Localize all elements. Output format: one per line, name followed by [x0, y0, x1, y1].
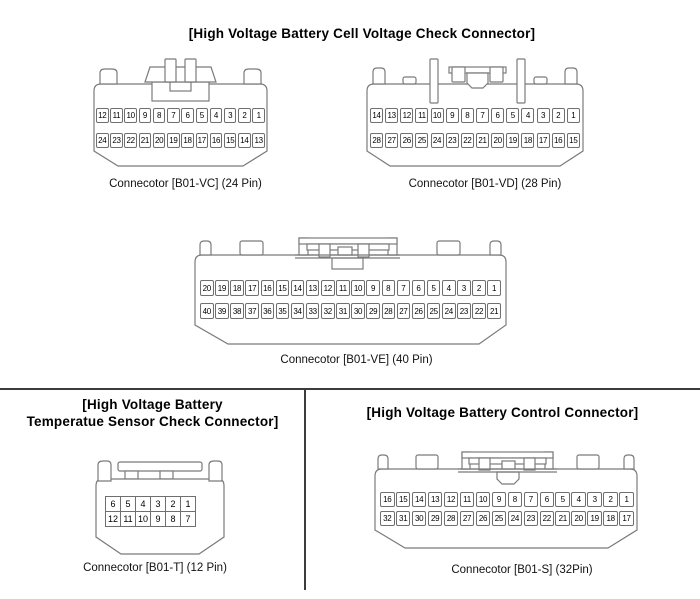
- pin-cell: 3: [150, 496, 166, 512]
- pin-cell: 4: [442, 280, 456, 296]
- pin-cell: 19: [215, 280, 229, 296]
- pin-row-bottom: [370, 133, 580, 148]
- pin-cell: 29: [428, 511, 443, 526]
- pin-cell: 23: [457, 303, 471, 319]
- pin-cell: 13: [428, 492, 443, 507]
- pin-cell: 38: [230, 303, 244, 319]
- connector-label-b01-ve: Connecotor [B01-VE] (40 Pin): [280, 354, 433, 366]
- pin-cell: 19: [167, 133, 180, 148]
- pin-cell: 28: [382, 303, 396, 319]
- pin-cell: 18: [230, 280, 244, 296]
- pin-cell: 7: [180, 511, 196, 527]
- pin-cell: 11: [110, 108, 123, 123]
- pin-cell: 6: [412, 280, 426, 296]
- connector-diagram-b01-vd: [363, 56, 587, 169]
- pin-cell: 1: [252, 108, 265, 123]
- pin-cell: 1: [567, 108, 580, 123]
- pin-cell: 16: [210, 133, 223, 148]
- pin-cell: 2: [603, 492, 618, 507]
- pin-row-top: [370, 108, 580, 123]
- pin-cell: 24: [508, 511, 523, 526]
- pin-row-bottom: [96, 133, 265, 148]
- pin-cell: 30: [412, 511, 427, 526]
- connector-label-b01-s: Connecotor [B01-S] (32Pin): [451, 564, 593, 576]
- pin-cell: 7: [476, 108, 489, 123]
- pin-cell: 2: [552, 108, 565, 123]
- pin-cell: 9: [446, 108, 459, 123]
- pin-cell: 9: [150, 511, 166, 527]
- pin-cell: 8: [153, 108, 166, 123]
- pin-cell: 10: [351, 280, 365, 296]
- pin-cell: 21: [555, 511, 570, 526]
- pin-cell: 20: [200, 280, 214, 296]
- pin-cell: 4: [521, 108, 534, 123]
- pin-cell: 37: [245, 303, 259, 319]
- pin-cell: 16: [380, 492, 395, 507]
- pin-cell: 31: [396, 511, 411, 526]
- pin-cell: 17: [537, 133, 550, 148]
- pin-cell: 22: [472, 303, 486, 319]
- section-divider-horizontal: [0, 388, 700, 390]
- pin-cell: 17: [245, 280, 259, 296]
- pin-cell: 21: [476, 133, 489, 148]
- connector-diagram-b01-s: [372, 451, 640, 560]
- pin-cell: 3: [224, 108, 237, 123]
- pin-cell: 19: [587, 511, 602, 526]
- pin-cell: 8: [165, 511, 181, 527]
- pin-cell: 20: [571, 511, 586, 526]
- pin-cell: 6: [105, 496, 121, 512]
- pin-cell: 1: [487, 280, 501, 296]
- pin-cell: 4: [210, 108, 223, 123]
- pin-cell: 27: [460, 511, 475, 526]
- pin-cell: 2: [238, 108, 251, 123]
- pin-cell: 14: [412, 492, 427, 507]
- section-title-temp-sensor-line2: Temperatue Sensor Check Connector]: [26, 414, 279, 429]
- pin-cell: 23: [446, 133, 459, 148]
- pin-cell: 22: [540, 511, 555, 526]
- pin-cell: 3: [457, 280, 471, 296]
- pin-cell: 14: [370, 108, 383, 123]
- pin-cell: 6: [491, 108, 504, 123]
- pin-cell: 17: [619, 511, 634, 526]
- pin-cell: 15: [396, 492, 411, 507]
- pin-cell: 26: [412, 303, 426, 319]
- pin-cell: 25: [415, 133, 428, 148]
- pin-cell: 10: [476, 492, 491, 507]
- pin-cell: 1: [619, 492, 634, 507]
- section-title-control: [High Voltage Battery Control Connector]: [366, 405, 639, 420]
- pin-cell: 20: [491, 133, 504, 148]
- pin-cell: 18: [521, 133, 534, 148]
- pin-cell: 2: [165, 496, 181, 512]
- pin-cell: 15: [567, 133, 580, 148]
- pin-cell: 28: [444, 511, 459, 526]
- pin-cell: 9: [366, 280, 380, 296]
- pin-cell: 26: [400, 133, 413, 148]
- pin-cell: 34: [291, 303, 305, 319]
- pin-cell: 5: [196, 108, 209, 123]
- pin-row-top: [380, 492, 634, 507]
- pin-cell: 6: [181, 108, 194, 123]
- pin-cell: 17: [196, 133, 209, 148]
- pin-cell: 19: [506, 133, 519, 148]
- pin-cell: 7: [524, 492, 539, 507]
- pin-cell: 11: [460, 492, 475, 507]
- pin-cell: 13: [385, 108, 398, 123]
- pin-cell: 5: [427, 280, 441, 296]
- pin-cell: 12: [400, 108, 413, 123]
- pin-cell: 18: [603, 511, 618, 526]
- pin-cell: 3: [587, 492, 602, 507]
- pin-cell: 21: [487, 303, 501, 319]
- pin-cell: 8: [508, 492, 523, 507]
- pin-cell: 29: [366, 303, 380, 319]
- pin-cell: 32: [380, 511, 395, 526]
- pin-cell: 12: [96, 108, 109, 123]
- pin-cell: 20: [153, 133, 166, 148]
- pin-cell: 5: [120, 496, 136, 512]
- pin-cell: 22: [461, 133, 474, 148]
- pin-cell: 14: [291, 280, 305, 296]
- pin-cell: 39: [215, 303, 229, 319]
- pin-cell: 40: [200, 303, 214, 319]
- pin-cell: 6: [540, 492, 555, 507]
- pin-cell: 33: [306, 303, 320, 319]
- pin-cell: 10: [431, 108, 444, 123]
- pin-cell: 18: [181, 133, 194, 148]
- pin-row-top: [200, 280, 501, 296]
- pin-cell: 12: [321, 280, 335, 296]
- pin-cell: 12: [444, 492, 459, 507]
- pin-cell: 7: [397, 280, 411, 296]
- pin-cell: 4: [135, 496, 151, 512]
- pin-cell: 2: [472, 280, 486, 296]
- pin-row-bottom: [200, 303, 501, 319]
- pin-cell: 25: [492, 511, 507, 526]
- pin-cell: 5: [555, 492, 570, 507]
- pin-cell: 23: [524, 511, 539, 526]
- pin-row-bottom: [105, 511, 201, 527]
- section-title-cell-voltage: [High Voltage Battery Cell Voltage Check Connector]: [188, 26, 536, 41]
- pin-cell: 13: [252, 133, 265, 148]
- pin-cell: 26: [476, 511, 491, 526]
- pin-cell: 35: [276, 303, 290, 319]
- pin-cell: 3: [537, 108, 550, 123]
- pin-cell: 8: [382, 280, 396, 296]
- pin-cell: 12: [105, 511, 121, 527]
- pin-cell: 30: [351, 303, 365, 319]
- pin-cell: 23: [110, 133, 123, 148]
- pin-cell: 8: [461, 108, 474, 123]
- pin-row-bottom: [380, 511, 634, 526]
- connector-diagram-b01-t: [95, 449, 225, 560]
- pin-cell: 10: [135, 511, 151, 527]
- pin-cell: 15: [224, 133, 237, 148]
- pin-cell: 24: [442, 303, 456, 319]
- pin-cell: 10: [124, 108, 137, 123]
- pin-cell: 21: [139, 133, 152, 148]
- pin-cell: 15: [276, 280, 290, 296]
- pin-cell: 16: [261, 280, 275, 296]
- connector-label-b01-t: Connecotor [B01-T] (12 Pin): [83, 562, 227, 574]
- connector-label-b01-vc: Connecotor [B01-VC] (24 Pin): [109, 178, 262, 190]
- pin-cell: 11: [415, 108, 428, 123]
- pin-row-top: [105, 496, 201, 512]
- pin-cell: 9: [139, 108, 152, 123]
- connector-diagram-b01-ve: [192, 236, 509, 352]
- pin-cell: 9: [492, 492, 507, 507]
- pin-cell: 27: [385, 133, 398, 148]
- pin-cell: 27: [397, 303, 411, 319]
- pin-cell: 13: [306, 280, 320, 296]
- pin-cell: 11: [336, 280, 350, 296]
- pin-cell: 36: [261, 303, 275, 319]
- pin-cell: 5: [506, 108, 519, 123]
- pin-cell: 32: [321, 303, 335, 319]
- connector-diagram-b01-vc: [88, 56, 273, 169]
- pin-cell: 31: [336, 303, 350, 319]
- pin-row-top: [96, 108, 265, 123]
- pin-cell: 24: [431, 133, 444, 148]
- connector-label-b01-vd: Connecotor [B01-VD] (28 Pin): [408, 178, 562, 190]
- pin-cell: 22: [124, 133, 137, 148]
- pin-cell: 16: [552, 133, 565, 148]
- pin-cell: 28: [370, 133, 383, 148]
- pin-cell: 7: [167, 108, 180, 123]
- pin-cell: 4: [571, 492, 586, 507]
- pin-cell: 1: [180, 496, 196, 512]
- pin-cell: 11: [120, 511, 136, 527]
- section-title-temp-sensor-line1: [High Voltage Battery: [82, 397, 223, 412]
- pin-cell: 24: [96, 133, 109, 148]
- pin-cell: 14: [238, 133, 251, 148]
- pin-cell: 25: [427, 303, 441, 319]
